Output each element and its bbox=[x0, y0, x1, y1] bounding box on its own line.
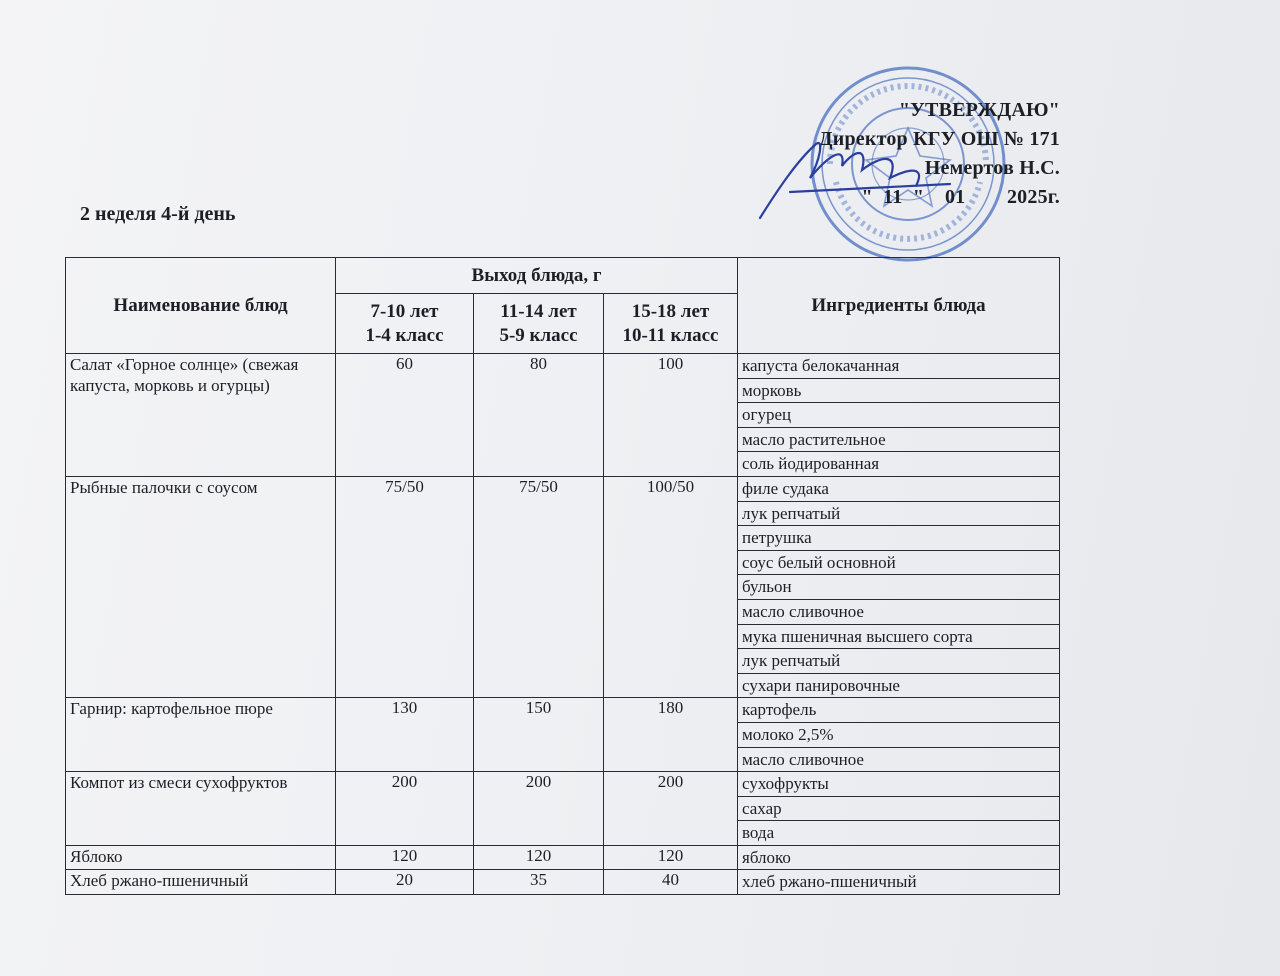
dish-output: 75/50 bbox=[474, 476, 604, 697]
dish-output: 120 bbox=[604, 845, 738, 870]
dish-output: 200 bbox=[336, 772, 474, 846]
ingredient-cell: вода bbox=[738, 821, 1060, 846]
ingredient-cell: лук репчатый bbox=[738, 501, 1060, 526]
ingredient-cell: сухари панировочные bbox=[738, 673, 1060, 698]
dish-name: Хлеб ржано-пшеничный bbox=[66, 870, 336, 895]
ingredient-cell: петрушка bbox=[738, 526, 1060, 551]
ingredient-cell: картофель bbox=[738, 698, 1060, 723]
ingredient-cell: бульон bbox=[738, 575, 1060, 600]
dish-output: 130 bbox=[336, 698, 474, 772]
dish-name: Рыбные палочки с соусом bbox=[66, 476, 336, 697]
header-ingredients: Ингредиенты блюда bbox=[738, 258, 1060, 354]
dish-name: Гарнир: картофельное пюре bbox=[66, 698, 336, 772]
dish-output: 150 bbox=[474, 698, 604, 772]
dish-output: 35 bbox=[474, 870, 604, 895]
ingredient-cell: соус белый основной bbox=[738, 550, 1060, 575]
ingredient-cell: масло сливочное bbox=[738, 599, 1060, 624]
approval-title: "УТВЕРЖДАЮ" bbox=[898, 99, 1060, 121]
dish-output: 75/50 bbox=[336, 476, 474, 697]
ingredient-cell: соль йодированная bbox=[738, 452, 1060, 477]
dish-output: 100/50 bbox=[604, 476, 738, 697]
menu-body bbox=[66, 354, 1060, 895]
approval-position: Директор КГУ ОШ № 171 bbox=[818, 128, 1060, 150]
dish-output: 40 bbox=[604, 870, 738, 895]
age-group-header: 7-10 лет 1-4 класс bbox=[336, 294, 474, 354]
ingredient-cell: масло растительное bbox=[738, 427, 1060, 452]
ingredient-cell: хлеб ржано-пшеничный bbox=[738, 870, 1060, 895]
dish-output: 80 bbox=[474, 354, 604, 477]
dish-name: Компот из смеси сухофруктов bbox=[66, 772, 336, 846]
ingredient-cell: яблоко bbox=[738, 845, 1060, 870]
dish-output: 20 bbox=[336, 870, 474, 895]
ingredient-cell: сахар bbox=[738, 796, 1060, 821]
approval-name: Немертов Н.С. bbox=[924, 157, 1060, 179]
ingredient-cell: огурец bbox=[738, 403, 1060, 428]
age-group-header: 11-14 лет 5-9 класс bbox=[474, 294, 604, 354]
header-output: Выход блюда, г bbox=[336, 258, 738, 294]
table-row bbox=[66, 698, 1060, 723]
dish-output: 180 bbox=[604, 698, 738, 772]
dish-output: 60 bbox=[336, 354, 474, 477]
ingredient-cell: сухофрукты bbox=[738, 772, 1060, 797]
ingredient-cell: филе судака bbox=[738, 476, 1060, 501]
age-group-header: 15-18 лет 10-11 класс bbox=[604, 294, 738, 354]
header-dish: Наименование блюд bbox=[66, 258, 336, 354]
ingredient-cell: капуста белокачанная bbox=[738, 354, 1060, 379]
dish-name: Салат «Горное солнце» (свежая капуста, морковь и огурцы) bbox=[66, 354, 336, 477]
ingredient-cell: мука пшеничная высшего сорта bbox=[738, 624, 1060, 649]
table-row bbox=[66, 354, 1060, 379]
dish-output: 120 bbox=[474, 845, 604, 870]
ingredient-cell: морковь bbox=[738, 378, 1060, 403]
day-label: 2 неделя 4-й день bbox=[80, 203, 236, 225]
table-row bbox=[66, 845, 1060, 870]
dish-name: Яблоко bbox=[66, 845, 336, 870]
table-row bbox=[66, 870, 1060, 895]
table-row bbox=[66, 772, 1060, 797]
signature-icon bbox=[750, 126, 990, 226]
menu-table bbox=[65, 257, 1060, 895]
dish-output: 200 bbox=[604, 772, 738, 846]
approval-date: " 11 " 01 2025г. bbox=[861, 186, 1060, 208]
dish-output: 200 bbox=[474, 772, 604, 846]
dish-output: 120 bbox=[336, 845, 474, 870]
ingredient-cell: масло сливочное bbox=[738, 747, 1060, 772]
ingredient-cell: лук репчатый bbox=[738, 649, 1060, 674]
ingredient-cell: молоко 2,5% bbox=[738, 722, 1060, 747]
dish-output: 100 bbox=[604, 354, 738, 477]
table-row bbox=[66, 476, 1060, 501]
